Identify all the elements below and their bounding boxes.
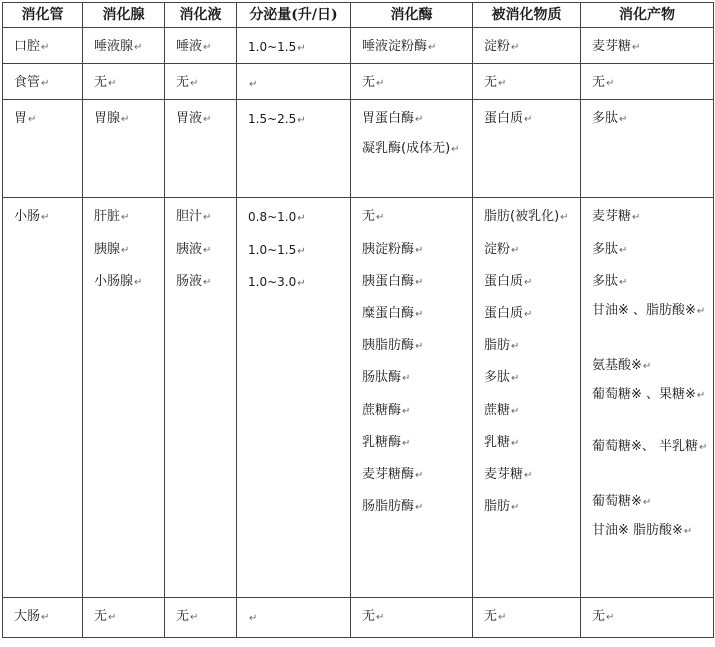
cell-product [581, 198, 714, 598]
cell-gland [83, 28, 165, 64]
cell-text: 胰蛋白酶↵ [362, 273, 424, 289]
paragraph-mark-icon: ↵ [511, 244, 520, 256]
paragraph-mark-icon: ↵ [134, 276, 143, 288]
cell-juice [165, 100, 237, 198]
cell-volume [237, 598, 351, 638]
header-juice: 消化液 [165, 3, 237, 28]
paragraph-mark-icon: ↵ [203, 212, 212, 224]
cell-organ [3, 28, 83, 64]
paragraph-mark-icon: ↵ [683, 526, 693, 538]
paragraph-mark-icon: ↵ [203, 244, 212, 256]
cell-gland [83, 198, 165, 598]
cell-volume [237, 64, 351, 100]
cell-text: 麦芽糖↵ [484, 466, 533, 482]
paragraph-mark-icon: ↵ [699, 442, 708, 454]
paragraph-mark-icon: ↵ [642, 360, 652, 372]
cell-text: 糜蛋白酶↵ [362, 305, 424, 321]
cell-text: 胃蛋白酶↵ [362, 111, 424, 127]
paragraph-mark-icon: ↵ [415, 114, 424, 126]
cell-text: 胃腺↵ [94, 111, 130, 127]
paragraph-mark-icon: ↵ [498, 78, 507, 90]
cell-text [248, 601, 350, 633]
cell-text: 无↵ [176, 609, 199, 625]
cell-juice [165, 64, 237, 100]
cell-text: 无↵ [362, 75, 385, 91]
cell-text: 食管↵ [14, 75, 50, 91]
paragraph-mark-icon: ↵ [560, 212, 569, 224]
cell-text: 脂肪↵ [484, 338, 520, 354]
cell-text: 乳糖↵ [484, 434, 520, 450]
paragraph-mark-icon: ↵ [41, 78, 50, 90]
cell-text: 无↵ [484, 609, 507, 625]
cell-organ [3, 598, 83, 638]
cell-text: 脂肪(被乳化)↵ [484, 209, 569, 225]
paragraph-mark-icon: ↵ [511, 502, 520, 514]
paragraph-mark-icon: ↵ [428, 42, 437, 53]
paragraph-mark-icon: ↵ [28, 114, 37, 126]
paragraph-mark-icon: ↵ [297, 213, 306, 225]
cell-enzyme [351, 198, 473, 598]
paragraph-mark-icon: ↵ [511, 373, 520, 385]
paragraph-mark-icon: ↵ [696, 390, 706, 402]
cell-text: 多肽↵ [592, 111, 628, 127]
cell-text: 1.0~3.0↵ [248, 274, 306, 289]
cell-text: 多肽↵ [592, 241, 628, 257]
cell-text: 甘油※ 、脂肪酸※↵ [592, 302, 706, 318]
cell-volume [237, 198, 351, 598]
cell-text: 蔗糖↵ [484, 402, 520, 418]
paragraph-mark-icon: ↵ [619, 276, 628, 288]
cell-gland [83, 100, 165, 198]
paragraph-mark-icon: ↵ [121, 212, 130, 224]
cell-volume [237, 28, 351, 64]
paragraph-mark-icon: ↵ [41, 612, 50, 624]
cell-text: 大肠↵ [14, 609, 50, 625]
cell-text: 淀粉↵ [484, 241, 520, 257]
paragraph-mark-icon: ↵ [203, 276, 212, 288]
paragraph-mark-icon: ↵ [415, 502, 424, 514]
paragraph-mark-icon: ↵ [297, 277, 306, 289]
cell-volume [237, 100, 351, 198]
cell-text: 胰腺↵ [94, 241, 130, 257]
cell-text: 葡萄糖※、 半乳糖↵ [592, 439, 708, 455]
header-substrate: 被消化物质 [473, 3, 581, 28]
cell-text: 胃液↵ [176, 111, 212, 127]
paragraph-mark-icon: ↵ [134, 42, 143, 53]
cell-enzyme [351, 64, 473, 100]
paragraph-mark-icon: ↵ [249, 79, 258, 91]
paragraph-mark-icon: ↵ [108, 612, 117, 624]
paragraph-mark-icon: ↵ [415, 469, 424, 481]
cell-product [581, 64, 714, 100]
cell-juice [165, 198, 237, 598]
header-gland: 消化腺 [83, 3, 165, 28]
paragraph-mark-icon: ↵ [606, 612, 615, 624]
paragraph-mark-icon: ↵ [41, 42, 50, 53]
cell-text: 0.8~1.0↵ [248, 210, 306, 225]
cell-enzyme [351, 100, 473, 198]
cell-text: 1.5~2.5↵ [248, 112, 306, 127]
cell-text: 1.0~1.5↵ [248, 242, 306, 257]
cell-text: 多肽↵ [484, 370, 520, 386]
cell-enzyme [351, 28, 473, 64]
cell-text: 多肽↵ [592, 273, 628, 289]
paragraph-mark-icon: ↵ [402, 373, 411, 385]
cell-substrate [473, 100, 581, 198]
cell-text: 麦芽糖↵ [592, 209, 641, 225]
cell-text: 唾液腺↵ [94, 39, 143, 54]
cell-text: 胰液↵ [176, 241, 212, 257]
cell-text: 胰淀粉酶↵ [362, 241, 424, 257]
cell-text: 蛋白质↵ [484, 111, 533, 127]
paragraph-mark-icon: ↵ [203, 114, 212, 126]
paragraph-mark-icon: ↵ [108, 78, 117, 90]
header-product: 消化产物 [581, 3, 714, 28]
paragraph-mark-icon: ↵ [632, 42, 641, 53]
cell-text: 无↵ [94, 75, 117, 91]
cell-text: 脂肪↵ [484, 499, 520, 515]
paragraph-mark-icon: ↵ [524, 276, 533, 288]
cell-text: 葡萄糖※↵ [592, 494, 652, 510]
cell-text: 胃↵ [14, 111, 37, 127]
header-organ: 消化管 [3, 3, 83, 28]
cell-text: 无↵ [176, 75, 199, 91]
paragraph-mark-icon: ↵ [524, 308, 533, 320]
cell-text: 氨基酸※↵ [592, 357, 652, 373]
paragraph-mark-icon: ↵ [297, 115, 306, 127]
paragraph-mark-icon: ↵ [415, 276, 424, 288]
paragraph-mark-icon: ↵ [632, 212, 641, 224]
cell-gland [83, 598, 165, 638]
table-row [3, 28, 714, 64]
cell-text: 蛋白质↵ [484, 305, 533, 321]
cell-text: 小肠↵ [14, 209, 50, 225]
cell-text: 肝脏↵ [94, 209, 130, 225]
table-row [3, 64, 714, 100]
paragraph-mark-icon: ↵ [121, 244, 130, 256]
paragraph-mark-icon: ↵ [642, 497, 652, 509]
cell-product [581, 598, 714, 638]
cell-text: 淀粉↵ [484, 39, 520, 54]
cell-organ [3, 198, 83, 598]
table-row [3, 198, 714, 598]
cell-enzyme [351, 598, 473, 638]
paragraph-mark-icon: ↵ [415, 308, 424, 320]
cell-product [581, 100, 714, 198]
paragraph-mark-icon: ↵ [511, 42, 520, 53]
cell-text: 麦芽糖酶↵ [362, 466, 424, 482]
cell-substrate [473, 598, 581, 638]
paragraph-mark-icon: ↵ [297, 245, 306, 257]
cell-text: 1.0~1.5↵ [248, 40, 306, 54]
paragraph-mark-icon: ↵ [376, 212, 385, 224]
paragraph-mark-icon: ↵ [203, 42, 212, 53]
table-row [3, 100, 714, 198]
paragraph-mark-icon: ↵ [524, 114, 533, 126]
paragraph-mark-icon: ↵ [190, 78, 199, 90]
cell-text: 无↵ [592, 609, 615, 625]
cell-text: 肠液↵ [176, 273, 212, 289]
header-row [3, 3, 714, 28]
cell-text: 蔗糖酶↵ [362, 402, 411, 418]
cell-text: 乳糖酶↵ [362, 434, 411, 450]
paragraph-mark-icon: ↵ [249, 613, 258, 625]
cell-text: 凝乳酶(成体无)↵ [362, 140, 460, 156]
paragraph-mark-icon: ↵ [619, 114, 628, 126]
paragraph-mark-icon: ↵ [696, 305, 706, 317]
cell-product [581, 28, 714, 64]
cell-text: 无↵ [484, 75, 507, 91]
paragraph-mark-icon: ↵ [121, 114, 130, 126]
cell-substrate [473, 64, 581, 100]
cell-text: 麦芽糖↵ [592, 39, 641, 54]
cell-text: 葡萄糖※ 、果糖※↵ [592, 387, 706, 403]
cell-text: 甘油※ 脂肪酸※↵ [592, 523, 693, 539]
cell-text: 肠脂肪酶↵ [362, 499, 424, 515]
paragraph-mark-icon: ↵ [451, 143, 460, 155]
paragraph-mark-icon: ↵ [619, 244, 628, 256]
cell-substrate [473, 198, 581, 598]
table-row [3, 598, 714, 638]
cell-text: 小肠腺↵ [94, 273, 143, 289]
paragraph-mark-icon: ↵ [376, 78, 385, 90]
cell-substrate [473, 28, 581, 64]
paragraph-mark-icon: ↵ [297, 43, 306, 54]
paragraph-mark-icon: ↵ [511, 437, 520, 449]
cell-text: 无↵ [592, 75, 615, 91]
digestion-table [2, 2, 714, 638]
cell-text: 无↵ [362, 209, 385, 225]
cell-juice [165, 598, 237, 638]
cell-text: 胰脂肪酶↵ [362, 338, 424, 354]
cell-text: 蛋白质↵ [484, 273, 533, 289]
paragraph-mark-icon: ↵ [524, 469, 533, 481]
paragraph-mark-icon: ↵ [402, 405, 411, 417]
paragraph-mark-icon: ↵ [402, 437, 411, 449]
cell-juice [165, 28, 237, 64]
cell-text: 唾液↵ [176, 39, 212, 54]
paragraph-mark-icon: ↵ [511, 405, 520, 417]
paragraph-mark-icon: ↵ [415, 341, 424, 353]
cell-text: 无↵ [94, 609, 117, 625]
cell-organ [3, 64, 83, 100]
paragraph-mark-icon: ↵ [511, 341, 520, 353]
cell-text: 肠肽酶↵ [362, 370, 411, 386]
cell-gland [83, 64, 165, 100]
paragraph-mark-icon: ↵ [190, 612, 199, 624]
paragraph-mark-icon: ↵ [415, 244, 424, 256]
cell-text: 胆汁↵ [176, 209, 212, 225]
paragraph-mark-icon: ↵ [498, 612, 507, 624]
paragraph-mark-icon: ↵ [376, 612, 385, 624]
cell-text: 唾液淀粉酶↵ [362, 39, 437, 54]
cell-text [248, 67, 350, 99]
paragraph-mark-icon: ↵ [606, 78, 615, 90]
header-volume: 分泌量(升/日) [237, 3, 351, 28]
header-enzyme: 消化酶 [351, 3, 473, 28]
cell-text: 口腔↵ [14, 39, 50, 54]
cell-text: 无↵ [362, 609, 385, 625]
paragraph-mark-icon: ↵ [41, 212, 50, 224]
cell-organ [3, 100, 83, 198]
